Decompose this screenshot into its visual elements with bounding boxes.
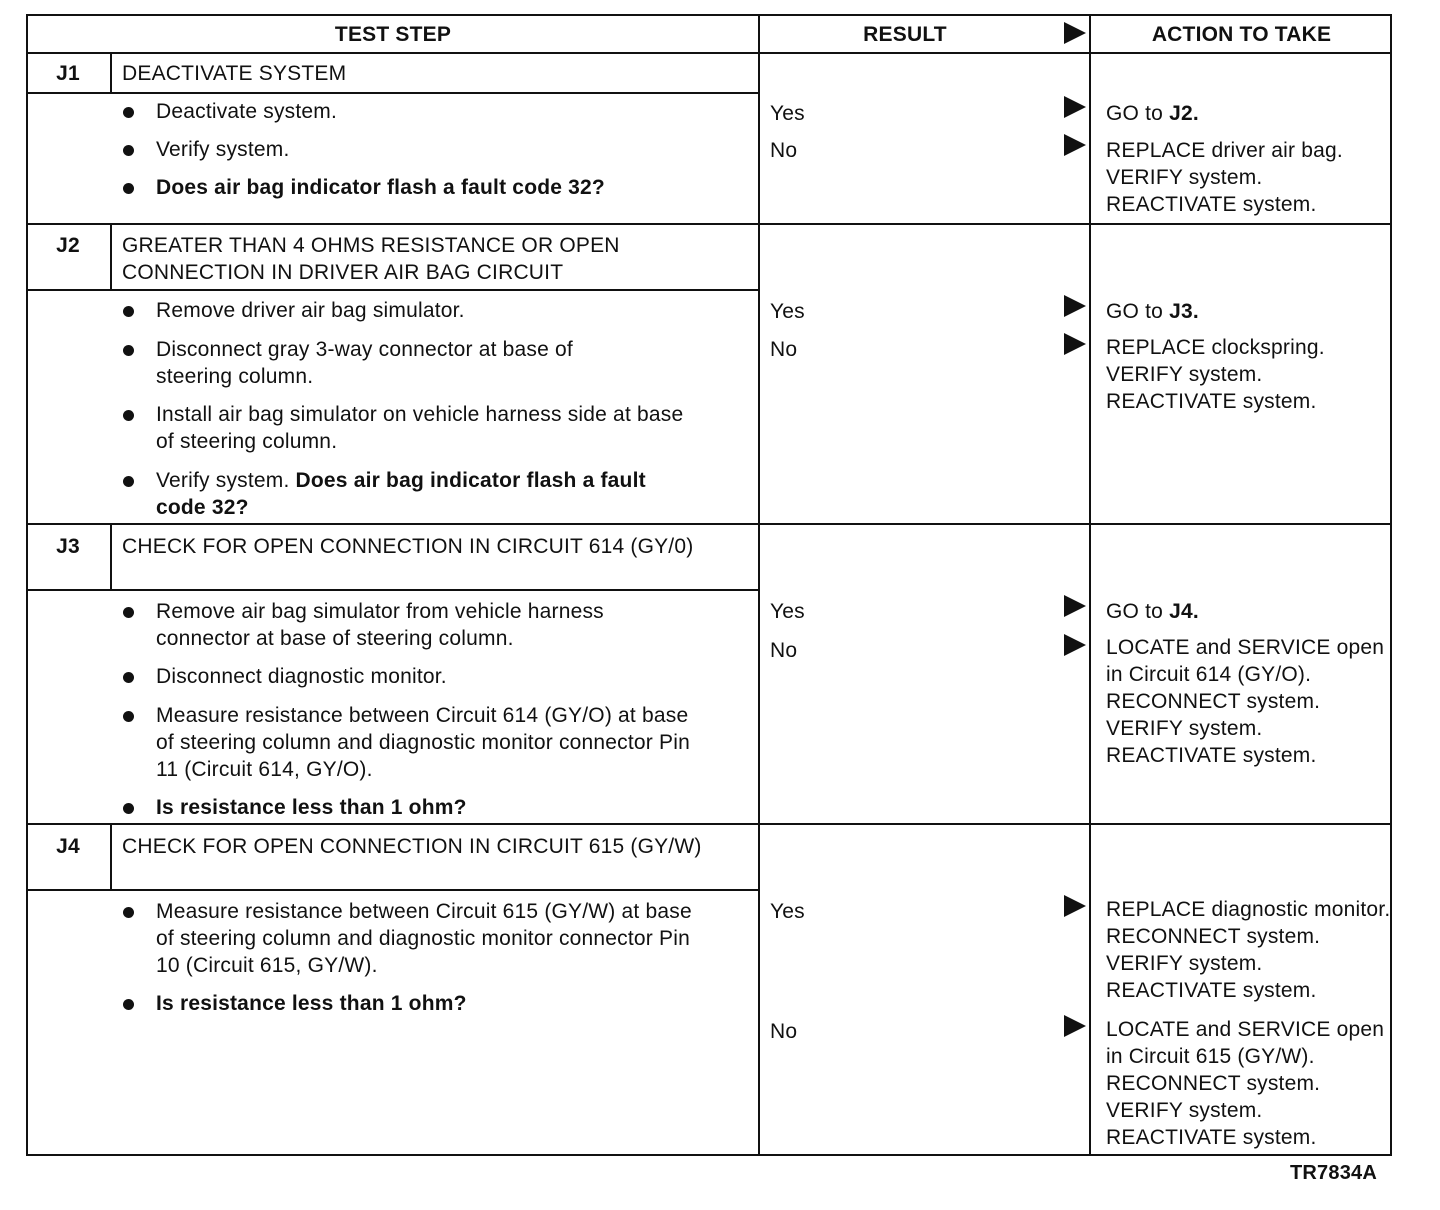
step-bullet-j3-1 xyxy=(120,598,740,652)
bullet-text: Measure resistance between Circuit 615 (GY/W) at base of steering column and diagnostic monitor connector Pin 10 (Circuit 615, GY/W). xyxy=(156,900,692,977)
step-bullet-j4-2 xyxy=(120,990,740,1017)
step-id-divider-j3 xyxy=(110,525,112,591)
step-id-j3: J3 xyxy=(56,535,80,558)
step-bullet-j2-4 xyxy=(120,467,740,521)
bullet-question: Is resistance less than 1 ohm? xyxy=(156,992,467,1015)
action-text: GO to xyxy=(1106,102,1170,125)
action-text: GO to xyxy=(1106,600,1170,623)
action-j1-yes xyxy=(1106,100,1391,127)
header-action: ACTION TO TAKE xyxy=(1151,22,1332,46)
bullet-icon xyxy=(120,136,156,163)
step-id-divider-j1 xyxy=(110,52,112,94)
step-bullet-j1-3 xyxy=(120,174,740,201)
step-id-j4: J4 xyxy=(56,835,80,858)
result-j2-no: No xyxy=(770,338,798,361)
bullet-icon xyxy=(120,336,156,390)
step-bullet-j3-4 xyxy=(120,794,740,821)
arrow-icon xyxy=(1064,595,1086,617)
action-text: REPLACE clockspring. VERIFY system. REACTIVATE system. xyxy=(1106,336,1325,413)
step-title-j1: DEACTIVATE SYSTEM xyxy=(122,62,347,85)
action-text: GO to xyxy=(1106,300,1170,323)
arrow-icon xyxy=(1064,134,1086,156)
figure-code: TR7834A xyxy=(1290,1162,1377,1184)
bullet-question: Is resistance less than 1 ohm? xyxy=(156,796,467,819)
step-bullet-j1-1 xyxy=(120,98,740,125)
action-text: LOCATE and SERVICE open in Circuit 615 (GY/W). RECONNECT system. VERIFY system. REACTIVATE system. xyxy=(1106,1018,1385,1149)
action-target: J2. xyxy=(1169,102,1199,125)
bullet-icon xyxy=(120,401,156,455)
step-id-j1: J1 xyxy=(56,62,80,85)
action-text: REPLACE driver air bag. VERIFY system. REACTIVATE system. xyxy=(1106,139,1343,216)
action-text: REPLACE diagnostic monitor. RECONNECT system. VERIFY system. REACTIVATE system. xyxy=(1106,898,1391,1002)
bullet-icon xyxy=(120,990,156,1017)
bullet-icon xyxy=(120,794,156,821)
step-bullet-j3-3 xyxy=(120,702,740,783)
bullet-text: Install air bag simulator on vehicle harness side at base of steering column. xyxy=(156,403,684,453)
arrow-icon xyxy=(1064,295,1086,317)
action-j2-yes xyxy=(1106,298,1391,325)
bullet-text: Deactivate system. xyxy=(156,100,337,123)
arrow-icon xyxy=(1064,96,1086,118)
step-divider-j3 xyxy=(28,823,1390,825)
action-j4-no xyxy=(1106,1016,1391,1151)
step-bullet-j1-2 xyxy=(120,136,740,163)
arrow-icon xyxy=(1064,1015,1086,1037)
result-j2-yes: Yes xyxy=(770,300,805,323)
bullet-icon xyxy=(120,297,156,324)
arrow-icon xyxy=(1064,895,1086,917)
step-bullet-j2-1 xyxy=(120,297,740,324)
bullet-text: Remove air bag simulator from vehicle harness connector at base of steering column. xyxy=(156,600,604,650)
step-id-divider-j4 xyxy=(110,825,112,891)
header-result: RESULT xyxy=(863,22,947,46)
bullet-icon xyxy=(120,663,156,690)
bullet-icon xyxy=(120,898,156,979)
bullet-text: Measure resistance between Circuit 614 (GY/O) at base of steering column and diagnostic monitor connector Pin 11 (Circuit 614, GY/O). xyxy=(156,704,690,781)
bullet-icon xyxy=(120,702,156,783)
step-title-divider-j4 xyxy=(28,889,758,891)
header-arrow-icon xyxy=(1064,22,1086,44)
diagnostic-chart xyxy=(26,14,1392,1156)
step-title-j2: GREATER THAN 4 OHMS RESISTANCE OR OPEN CONNECTION IN DRIVER AIR BAG CIRCUIT xyxy=(122,234,620,284)
action-j3-yes xyxy=(1106,598,1391,625)
step-divider-j2 xyxy=(28,523,1390,525)
step-bullet-j2-3 xyxy=(120,401,740,455)
bullet-icon xyxy=(120,467,156,521)
step-id-divider-j2 xyxy=(110,225,112,291)
action-target: J4. xyxy=(1169,600,1199,623)
arrow-icon xyxy=(1064,333,1086,355)
step-title-divider-j2 xyxy=(28,289,758,291)
header-test-step: TEST STEP xyxy=(334,22,452,46)
result-j3-yes: Yes xyxy=(770,600,805,623)
step-bullet-j2-2 xyxy=(120,336,740,390)
step-title-j4: CHECK FOR OPEN CONNECTION IN CIRCUIT 615 (GY/W) xyxy=(122,835,702,858)
step-id-j2: J2 xyxy=(56,234,80,257)
bullet-text: Disconnect diagnostic monitor. xyxy=(156,665,447,688)
bullet-text: Disconnect gray 3-way connector at base of steering column. xyxy=(156,338,573,388)
result-j1-yes: Yes xyxy=(770,102,805,125)
bullet-icon xyxy=(120,598,156,652)
arrow-icon xyxy=(1064,634,1086,656)
result-j3-no: No xyxy=(770,639,798,662)
bullet-text: Remove driver air bag simulator. xyxy=(156,299,465,322)
action-j1-no xyxy=(1106,137,1391,218)
bullet-icon xyxy=(120,98,156,125)
bullet-text: Verify system. xyxy=(156,138,290,161)
column-divider-action xyxy=(1089,16,1091,1154)
column-divider-result xyxy=(758,16,760,1154)
step-bullet-j3-2 xyxy=(120,663,740,690)
result-j4-no: No xyxy=(770,1020,798,1043)
step-title-divider-j3 xyxy=(28,589,758,591)
bullet-icon xyxy=(120,174,156,201)
result-j1-no: No xyxy=(770,139,798,162)
step-title-divider-j1 xyxy=(28,92,758,94)
bullet-question: Does air bag indicator flash a fault code 32? xyxy=(156,469,646,519)
action-j2-no xyxy=(1106,334,1366,415)
bullet-question: Does air bag indicator flash a fault code 32? xyxy=(156,176,605,199)
result-j4-yes: Yes xyxy=(770,900,805,923)
header-divider xyxy=(28,52,1390,54)
step-title-j3: CHECK FOR OPEN CONNECTION IN CIRCUIT 614 (GY/0) xyxy=(122,535,694,558)
step-bullet-j4-1 xyxy=(120,898,740,979)
action-j4-yes xyxy=(1106,896,1391,1004)
action-text: LOCATE and SERVICE open in Circuit 614 (GY/O). RECONNECT system. VERIFY system. REACTIVATE system. xyxy=(1106,636,1385,767)
action-j3-no xyxy=(1106,634,1391,769)
bullet-text: Verify system. xyxy=(156,469,296,492)
action-target: J3. xyxy=(1169,300,1199,323)
step-divider-j1 xyxy=(28,223,1390,225)
